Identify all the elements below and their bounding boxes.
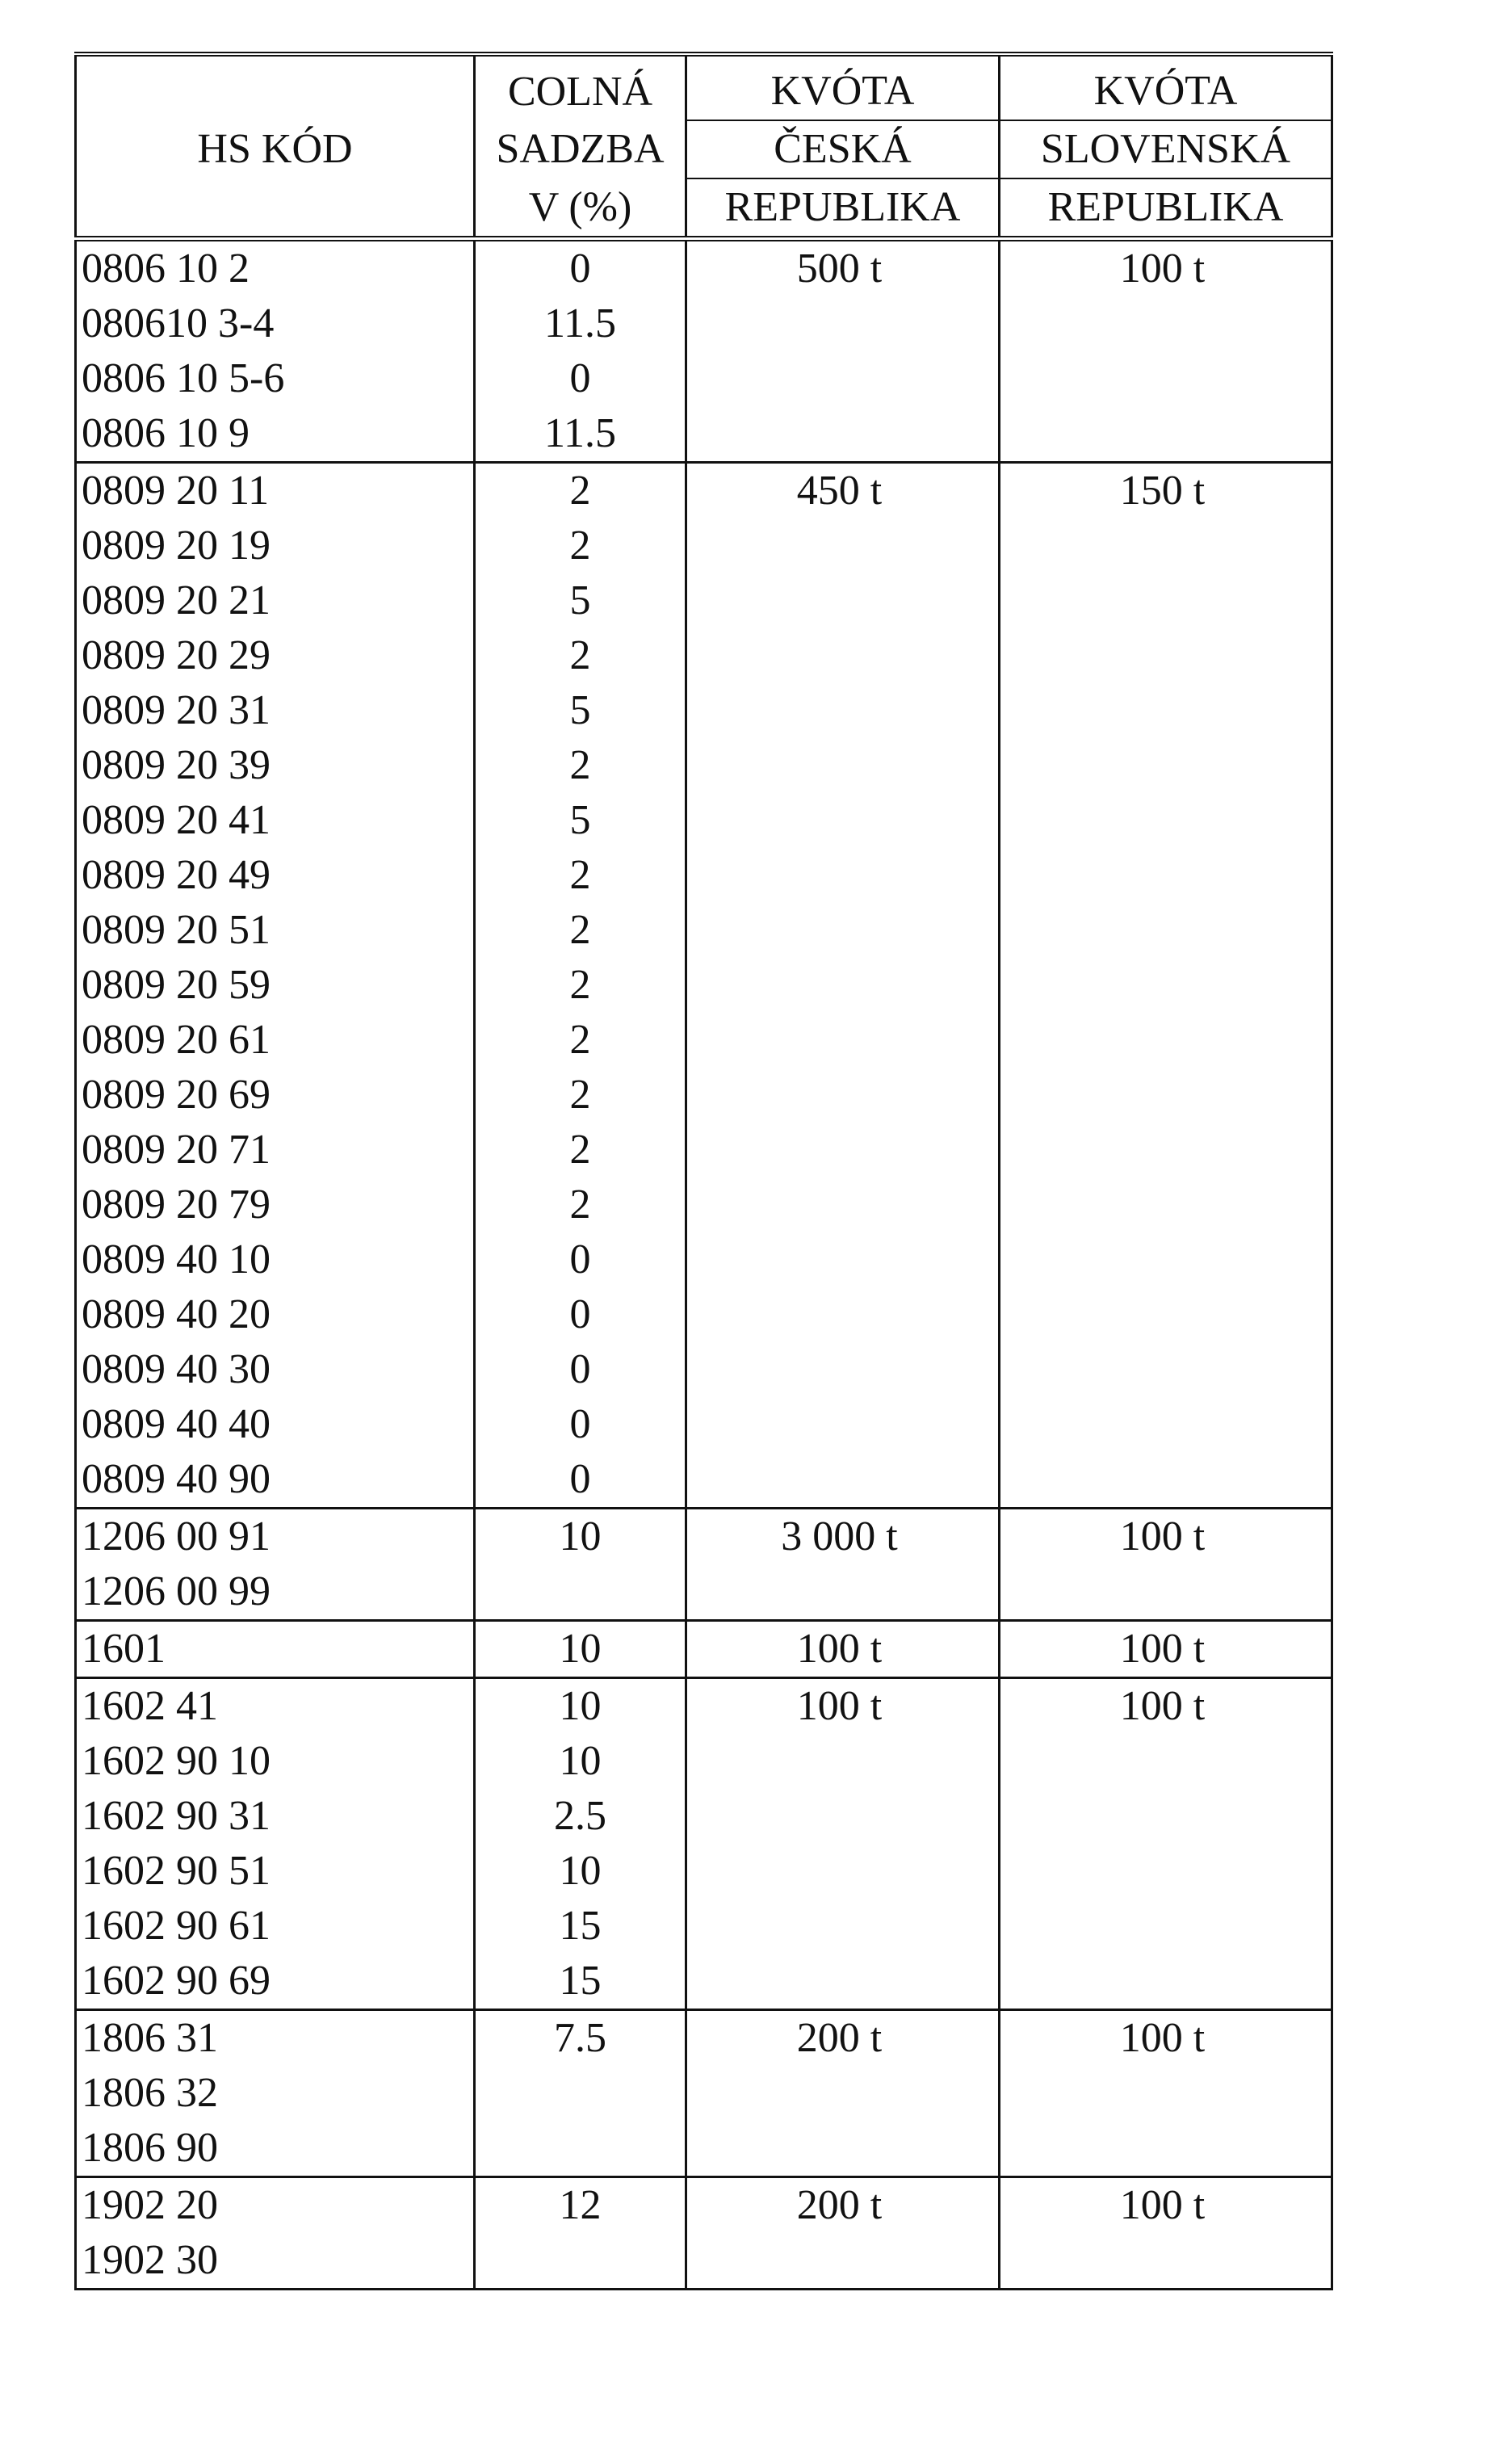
quota-cz-cell (686, 738, 1000, 793)
duty-rate-cell: 0 (475, 1452, 686, 1509)
quota-cz-cell (686, 1123, 1000, 1177)
quota-sk-cell (1000, 1789, 1332, 1844)
quota-cz-cell (686, 903, 1000, 958)
table-row (76, 239, 1332, 297)
table-row (76, 1621, 1332, 1678)
hs-code-cell: 1206 00 91 (76, 1509, 475, 1565)
table-row (76, 1954, 1332, 2010)
quota-cz-cell (686, 1177, 1000, 1232)
hs-code-cell: 0809 40 30 (76, 1342, 475, 1397)
table-row (76, 2066, 1332, 2121)
quota-sk-cell (1000, 351, 1332, 406)
quota-sk-cell (1000, 683, 1332, 738)
hs-code-cell: 1602 90 10 (76, 1734, 475, 1789)
duty-rate-cell: 11.5 (475, 406, 686, 463)
table-row (76, 573, 1332, 628)
quota-cz-cell (686, 1397, 1000, 1452)
quota-cz-cell: 500 t (686, 239, 1000, 297)
quota-sk-cell (1000, 1232, 1332, 1287)
table-row (76, 1734, 1332, 1789)
quota-sk-cell (1000, 2066, 1332, 2121)
duty-rate-cell: 0 (475, 1342, 686, 1397)
table-row (76, 1844, 1332, 1899)
duty-rate-cell: 2 (475, 738, 686, 793)
quota-cz-cell (686, 793, 1000, 848)
quota-cz-cell (686, 1954, 1000, 2010)
header-rate-line-1: COLNÁ (475, 54, 686, 120)
hs-code-cell: 0809 20 19 (76, 518, 475, 573)
quota-cz-cell (686, 628, 1000, 683)
quota-cz-cell: 200 t (686, 2177, 1000, 2234)
quota-sk-cell (1000, 1342, 1332, 1397)
quota-cz-cell (686, 1564, 1000, 1621)
quota-cz-cell: 3 000 t (686, 1509, 1000, 1565)
quota-cz-cell (686, 683, 1000, 738)
quota-sk-cell: 100 t (1000, 1509, 1332, 1565)
quota-cz-cell (686, 1899, 1000, 1954)
quota-sk-cell (1000, 1123, 1332, 1177)
hs-code-cell: 1602 90 61 (76, 1899, 475, 1954)
quota-sk-cell (1000, 1177, 1332, 1232)
table-row (76, 848, 1332, 903)
duty-rate-cell: 10 (475, 1734, 686, 1789)
quota-cz-cell: 200 t (686, 2010, 1000, 2067)
quota-sk-cell (1000, 793, 1332, 848)
quota-cz-cell (686, 848, 1000, 903)
table-header (76, 54, 1332, 239)
header-sk-line-2: SLOVENSKÁ (1000, 120, 1332, 178)
header-cz-line-2: ČESKÁ (686, 120, 1000, 178)
quota-sk-cell (1000, 903, 1332, 958)
quota-sk-cell (1000, 406, 1332, 463)
duty-rate-cell: 0 (475, 1232, 686, 1287)
hs-code-cell: 0809 20 41 (76, 793, 475, 848)
quota-sk-cell (1000, 1452, 1332, 1509)
duty-rate-cell: 2 (475, 903, 686, 958)
table-row (76, 1013, 1332, 1068)
quota-cz-cell (686, 1452, 1000, 1509)
duty-rate-cell: 2 (475, 1123, 686, 1177)
quota-cz-cell (686, 1342, 1000, 1397)
header-cz-line-3: REPUBLIKA (686, 178, 1000, 239)
table-row (76, 518, 1332, 573)
quota-sk-cell (1000, 628, 1332, 683)
quota-cz-cell (686, 1789, 1000, 1844)
duty-rate-cell: 2 (475, 1068, 686, 1123)
hs-code-cell: 0809 40 90 (76, 1452, 475, 1509)
quota-sk-cell (1000, 573, 1332, 628)
quota-cz-cell: 450 t (686, 463, 1000, 519)
hs-code-cell: 0809 20 11 (76, 463, 475, 519)
duty-rate-cell: 11.5 (475, 296, 686, 351)
quota-sk-cell (1000, 2233, 1332, 2290)
quota-cz-cell (686, 1068, 1000, 1123)
quota-sk-cell (1000, 296, 1332, 351)
table-row (76, 2010, 1332, 2067)
duty-rate-cell: 2.5 (475, 1789, 686, 1844)
hs-code-cell: 1602 41 (76, 1678, 475, 1735)
hs-code-cell: 080610 3-4 (76, 296, 475, 351)
hs-code-cell: 1806 31 (76, 2010, 475, 2067)
quota-cz-cell (686, 1232, 1000, 1287)
table-row (76, 683, 1332, 738)
table-row (76, 1397, 1332, 1452)
table-row (76, 1232, 1332, 1287)
table-row (76, 1068, 1332, 1123)
quota-sk-cell (1000, 848, 1332, 903)
table-row (76, 628, 1332, 683)
duty-rate-cell (475, 2066, 686, 2121)
quota-sk-cell (1000, 2121, 1332, 2177)
duty-rate-cell: 10 (475, 1844, 686, 1899)
quota-cz-cell (686, 2121, 1000, 2177)
hs-code-cell: 0809 20 71 (76, 1123, 475, 1177)
quota-sk-cell: 100 t (1000, 239, 1332, 297)
hs-code-cell: 1601 (76, 1621, 475, 1678)
table-row (76, 738, 1332, 793)
quota-cz-cell (686, 1287, 1000, 1342)
table-row (76, 463, 1332, 519)
hs-code-cell: 0806 10 2 (76, 239, 475, 297)
quota-sk-cell: 100 t (1000, 2177, 1332, 2234)
quota-cz-cell (686, 1844, 1000, 1899)
table-row (76, 1564, 1332, 1621)
hs-code-cell: 1602 90 51 (76, 1844, 475, 1899)
quota-sk-cell (1000, 518, 1332, 573)
table-row (76, 1452, 1332, 1509)
header-rate-line-3: V (%) (475, 178, 686, 239)
table-row (76, 351, 1332, 406)
hs-code-cell: 0809 20 79 (76, 1177, 475, 1232)
table-row (76, 406, 1332, 463)
duty-rate-cell (475, 2233, 686, 2290)
duty-rate-cell: 0 (475, 1287, 686, 1342)
duty-rate-cell: 2 (475, 518, 686, 573)
table-row (76, 296, 1332, 351)
duty-rate-cell (475, 2121, 686, 2177)
duty-rate-cell: 10 (475, 1509, 686, 1565)
duty-rate-cell: 15 (475, 1899, 686, 1954)
quota-sk-cell (1000, 1013, 1332, 1068)
quota-cz-cell (686, 2233, 1000, 2290)
hs-code-cell: 0809 20 39 (76, 738, 475, 793)
quota-cz-cell (686, 518, 1000, 573)
quota-cz-cell (686, 296, 1000, 351)
duty-rate-cell: 7.5 (475, 2010, 686, 2067)
table-row (76, 2121, 1332, 2177)
table-row (76, 793, 1332, 848)
hs-code-cell: 1902 20 (76, 2177, 475, 2234)
quota-cz-cell: 100 t (686, 1678, 1000, 1735)
duty-rate-cell: 2 (475, 463, 686, 519)
table-body (76, 239, 1332, 2290)
document-page (74, 52, 1331, 2290)
table-row (76, 1177, 1332, 1232)
hs-code-cell: 0809 40 20 (76, 1287, 475, 1342)
duty-rate-cell (475, 1564, 686, 1621)
duty-rate-cell: 10 (475, 1678, 686, 1735)
duty-rate-cell: 0 (475, 239, 686, 297)
hs-code-cell: 0809 20 49 (76, 848, 475, 903)
table-row (76, 1899, 1332, 1954)
quota-cz-cell (686, 1013, 1000, 1068)
duty-rate-cell: 5 (475, 573, 686, 628)
quota-sk-cell (1000, 1844, 1332, 1899)
hs-code-cell: 0806 10 9 (76, 406, 475, 463)
quota-sk-cell (1000, 738, 1332, 793)
table-row (76, 903, 1332, 958)
quota-cz-cell (686, 406, 1000, 463)
table-row (76, 2177, 1332, 2234)
hs-code-cell: 1206 00 99 (76, 1564, 475, 1621)
duty-rate-cell: 2 (475, 848, 686, 903)
quota-cz-cell (686, 351, 1000, 406)
hs-code-cell: 1806 90 (76, 2121, 475, 2177)
quota-sk-cell: 150 t (1000, 463, 1332, 519)
quota-sk-cell (1000, 1068, 1332, 1123)
header-sk-line-1: KVÓTA (1000, 54, 1332, 120)
hs-code-cell: 1806 32 (76, 2066, 475, 2121)
hs-code-cell: 0809 20 59 (76, 958, 475, 1013)
quota-cz-cell (686, 2066, 1000, 2121)
duty-rate-cell: 2 (475, 1013, 686, 1068)
hs-code-cell: 1602 90 31 (76, 1789, 475, 1844)
duty-rate-cell: 15 (475, 1954, 686, 2010)
table-row (76, 1678, 1332, 1735)
table-row (76, 1509, 1332, 1565)
quota-sk-cell: 100 t (1000, 1678, 1332, 1735)
duty-rate-cell: 5 (475, 683, 686, 738)
quota-sk-cell (1000, 1287, 1332, 1342)
table-row (76, 1287, 1332, 1342)
hs-code-cell: 0809 20 61 (76, 1013, 475, 1068)
duty-rate-cell: 12 (475, 2177, 686, 2234)
quota-cz-cell (686, 1734, 1000, 1789)
header-cz-line-1: KVÓTA (686, 54, 1000, 120)
table-row (76, 1789, 1332, 1844)
duty-rate-cell: 10 (475, 1621, 686, 1678)
header-hs-code: HS KÓD (76, 54, 475, 239)
duty-rate-cell: 5 (475, 793, 686, 848)
table-row (76, 2233, 1332, 2290)
hs-code-cell: 0809 20 21 (76, 573, 475, 628)
duty-rate-cell: 2 (475, 1177, 686, 1232)
table-row (76, 958, 1332, 1013)
quota-sk-cell (1000, 1899, 1332, 1954)
quota-cz-cell: 100 t (686, 1621, 1000, 1678)
hs-code-cell: 0809 20 69 (76, 1068, 475, 1123)
duty-rate-cell: 0 (475, 1397, 686, 1452)
quota-sk-cell: 100 t (1000, 2010, 1332, 2067)
hs-code-cell: 0806 10 5-6 (76, 351, 475, 406)
quota-sk-cell: 100 t (1000, 1621, 1332, 1678)
quota-sk-cell (1000, 1954, 1332, 2010)
quota-cz-cell (686, 573, 1000, 628)
quota-sk-cell (1000, 1564, 1332, 1621)
duty-rate-cell: 2 (475, 958, 686, 1013)
hs-code-cell: 0809 40 10 (76, 1232, 475, 1287)
duty-rate-cell: 0 (475, 351, 686, 406)
hs-code-cell: 0809 20 31 (76, 683, 475, 738)
header-rate-line-2: SADZBA (475, 120, 686, 178)
hs-code-cell: 1902 30 (76, 2233, 475, 2290)
duty-rate-cell: 2 (475, 628, 686, 683)
hs-code-cell: 1602 90 69 (76, 1954, 475, 2010)
quota-sk-cell (1000, 1397, 1332, 1452)
header-sk-line-3: REPUBLIKA (1000, 178, 1332, 239)
quota-cz-cell (686, 958, 1000, 1013)
hs-code-cell: 0809 20 29 (76, 628, 475, 683)
hs-code-cell: 0809 40 40 (76, 1397, 475, 1452)
quota-sk-cell (1000, 958, 1332, 1013)
table-row (76, 1342, 1332, 1397)
quota-sk-cell (1000, 1734, 1332, 1789)
table-row (76, 1123, 1332, 1177)
tariff-quota-table (74, 52, 1333, 2290)
hs-code-cell: 0809 20 51 (76, 903, 475, 958)
